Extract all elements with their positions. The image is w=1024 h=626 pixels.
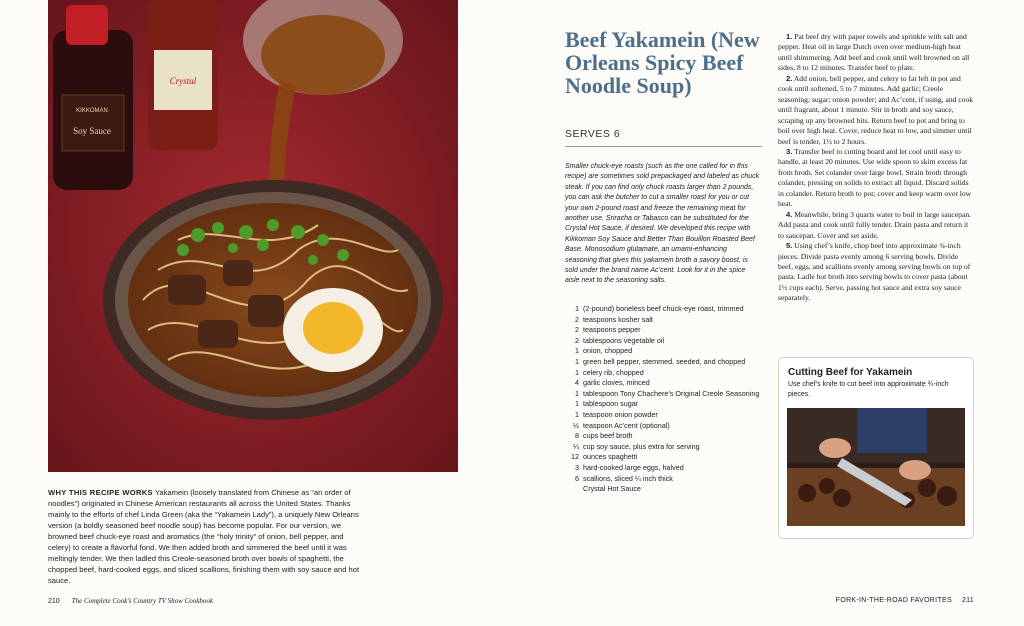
ingredient-qty: 4 (575, 378, 579, 388)
ingredient-qty: ¼ (573, 441, 579, 451)
why-text: Yakamein (loosely translated from Chinese as “an order of noodles”) originated in Chinese American restaurants all across the United States. Thanks mainly to the efforts of chef Linda Green (aka the “Yakamein Lady”), a uniquely New Orleans version (a boldly seasoned beef noodle soup) has become popular. For our version, we browned beef chuck-eye roast and aromatics (the “holy trinity” of onion, bell pepper, and celery) to create a flavorful fond. We then added broth and simmered the beef until it was meltingly tender. We then ladled this Creole-seasoned broth over bowls of spaghetti, the chopped beef, hard-cooked eggs, and sliced scallions, finishing them with soy sauce and hot sauce. (48, 488, 360, 585)
soy-sauce-bottle (53, 5, 133, 190)
ingredient-qty: 2 (575, 325, 579, 335)
ingredient-item (563, 315, 768, 326)
ingredient-text: cups beef broth (583, 431, 633, 441)
why-heading: WHY THIS RECIPE WORKS (48, 488, 153, 497)
ingredient-text: teaspoon Ac’cent (optional) (583, 420, 670, 430)
section-name: FORK-IN-THE-ROAD FAVORITES (835, 597, 952, 604)
ingredient-text: tablespoons vegetable oil (583, 335, 665, 345)
ingredient-item (563, 421, 768, 432)
ingredient-qty: 8 (575, 431, 579, 441)
method-step (778, 147, 974, 210)
ingredient-qty: 1 (575, 388, 579, 398)
ingredient-text: teaspoons kosher salt (583, 314, 653, 324)
ingredient-text: green bell pepper, stemmed, seeded, and chopped (583, 356, 746, 366)
method-step (778, 74, 974, 147)
step-text: Using chef’s knife, chop beef into approximate ¾-inch pieces. Divide pasta evenly among 6 serving bowls. Divide beef, eggs, and scallions evenly among serving bowls on top of pasta. Ladle hot broth into serving bowls to cover pasta (about 1½ cups each). Serve, passing hot sauce and extra soy sauce separately. (778, 241, 971, 303)
ingredient-item (563, 463, 768, 474)
ingredient-item (563, 452, 768, 463)
ingredient-item (563, 484, 768, 495)
egg-half (283, 288, 383, 372)
ingredient-qty: 2 (575, 335, 579, 345)
ingredient-item (563, 378, 768, 389)
method-steps (778, 32, 974, 304)
hot-sauce-label: Crystal (169, 76, 197, 86)
step-number: 5. (786, 241, 793, 251)
why-this-recipe-works (48, 487, 368, 586)
ingredient-item (563, 442, 768, 453)
ingredient-qty: 3 (575, 462, 579, 472)
ingredient-qty: 12 (571, 452, 579, 462)
method-step (778, 241, 974, 304)
ingredient-list (563, 304, 768, 495)
ingredient-text: teaspoons pepper (583, 325, 641, 335)
ingredient-text: cup soy sauce, plus extra for serving (583, 441, 700, 451)
recipe-title: Beef Yakamein (New Orleans Spicy Beef Noodle Soup) (565, 27, 760, 98)
ingredient-item (563, 357, 768, 368)
step-number: 1. (786, 32, 793, 41)
ingredient-item (563, 304, 768, 315)
ingredient-text: scallions, sliced ¼ inch thick (583, 473, 673, 483)
left-page-number: 210 (48, 598, 60, 605)
divider (565, 146, 762, 147)
ingredient-text: tablespoon sugar (583, 399, 639, 409)
right-page-number: 211 (961, 597, 974, 604)
ingredient-item (563, 474, 768, 485)
bowl (103, 180, 443, 420)
step-number: 2. (786, 73, 793, 83)
ingredient-qty: 1 (575, 304, 579, 313)
method-step (778, 210, 974, 241)
ingredient-qty (563, 484, 579, 495)
left-folio (48, 597, 213, 605)
soup-photo (48, 0, 458, 472)
ingredient-item (563, 368, 768, 379)
bottle-brand-label: KIKKOMAN (76, 108, 108, 114)
ingredient-qty: ½ (573, 420, 579, 430)
ingredient-text: onion, chopped (583, 346, 633, 356)
step-number: 3. (786, 146, 793, 156)
ingredient-text: (2-pound) boneless beef chuck-eye roast, trimmed (583, 304, 744, 313)
hot-sauce-bottle (148, 0, 218, 150)
ingredient-item (563, 410, 768, 421)
step-text: Pat beef dry with paper towels and sprinkle with salt and pepper. Heat oil in large Dutch oven over medium-high heat until shimmering. Add beef and cook until well browned on all sides, 8 to 12 minutes. Transfer beef to plate. (778, 32, 970, 73)
ingredient-text: tablespoon Tony Chachere’s Original Creole Seasoning (583, 388, 760, 398)
step-text: Meanwhile, bring 3 quarts water to boil in large saucepan. Add pasta and cook until fully tender. Drain pasta and return it to saucepan. Cover and set aside. (778, 209, 972, 240)
book-title: The Complete Cook’s Country TV Show Cookbook (71, 597, 213, 605)
bottle-word-label: Soy Sauce (73, 126, 111, 136)
step-text: Add onion, bell pepper, and celery to fat left in pot and cook until softened, 5 to 7 minutes. Add garlic; Creole seasoning; sugar; onion powder; and Ac’cent, if using, and cook until fragrant, about 1 minute. Stir in broth and soy sauce, scraping up any browned bits. Return beef to pot and bring to boil over high heat. Cover, reduce heat to low, and simmer until beef is tender, 1½ to 2 hours. (778, 73, 974, 146)
ingredient-qty: 1 (575, 356, 579, 366)
ingredient-text: hard-cooked large eggs, halved (583, 462, 684, 472)
ingredient-item (563, 325, 768, 336)
ingredient-text: garlic cloves, minced (583, 378, 650, 388)
right-folio (836, 597, 974, 604)
cutting-beef-photo (787, 408, 965, 526)
ingredient-item (563, 389, 768, 400)
sidebar-text: Use chef’s knife to cut beef into approximate ¾-inch pieces. (788, 381, 949, 398)
sidebar-box (778, 357, 974, 539)
ingredient-item (563, 336, 768, 347)
ingredient-text: teaspoon onion powder (583, 409, 658, 419)
serves: SERVES 6 (565, 128, 621, 140)
ingredient-qty: 6 (575, 473, 579, 483)
ingredient-qty: 1 (575, 409, 579, 419)
ingredient-item (563, 399, 768, 410)
step-number: 4. (786, 209, 793, 219)
ingredient-text: ounces spaghetti (583, 452, 638, 462)
step-text: Transfer beef to cutting board and let cool until easy to handle, at least 20 minutes. Use wide spoon to skim excess fat from broth. Set colander over large bowl. Strain broth through colander, pressing on solids to extract all liquid. Discard solids in colander. Return broth to pot; cover and keep warm over low heat. (778, 146, 972, 209)
ingredient-item (563, 431, 768, 442)
recipe-intro: Smaller chuck-eye roasts (such as the one called for in this recipe) are sometimes sold prepackaged and labeled as chuck steak. If you can find only chuck roasts larger than 2 pounds, you can ask the butcher to cut a smaller roast for you or cut your own 2-pound roast and freeze the remaining meat for another use. Sriracha or Tabasco can be substituted for the Crystal Hot Sauce, if desired. We developed this recipe with Kikkoman Soy Sauce and Better Than Bouillon Roasted Beef Base. Monosodium glutamate, an umami-enhancing seasoning that gives this yakamein broth a savory boost, is sold under the brand name Ac’cent. Look for it in the spice aisle next to the seasoning salts. (565, 163, 760, 285)
ingredient-item (563, 346, 768, 357)
ingredient-qty: 1 (575, 346, 579, 356)
ingredient-qty: 2 (575, 314, 579, 324)
ingredient-qty: 1 (575, 399, 579, 409)
method-step (778, 32, 974, 74)
ingredient-qty: 1 (575, 367, 579, 377)
ingredient-text: celery rib, chopped (583, 367, 644, 377)
sidebar-title: Cutting Beef for Yakamein (788, 367, 913, 378)
ingredient-text: Crystal Hot Sauce (583, 484, 641, 494)
